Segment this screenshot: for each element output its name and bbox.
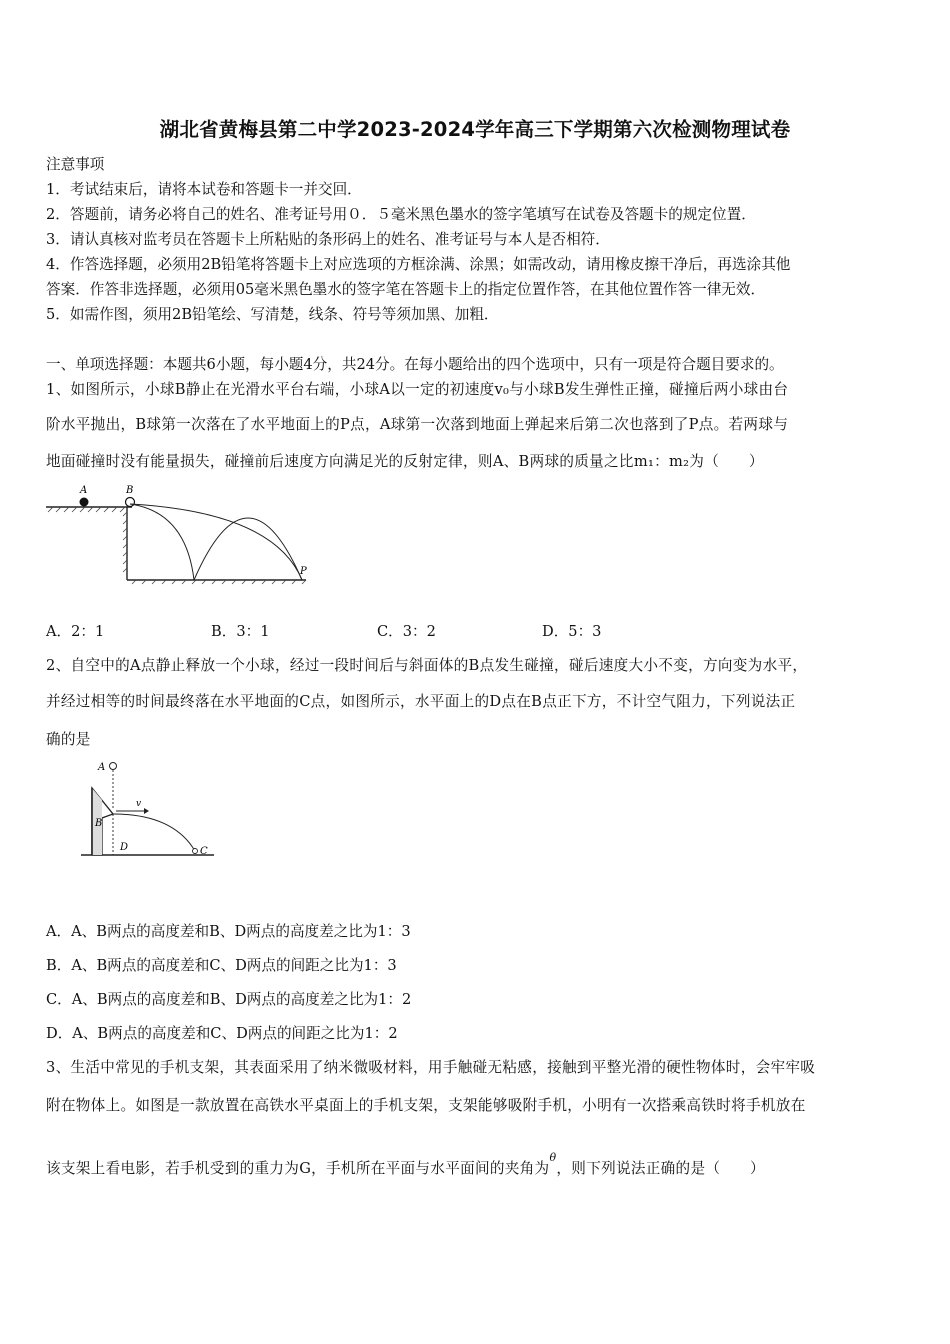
notice-item-5: 5．如需作图，须用2B铅笔绘、写清楚，线条、符号等须加黑、加粗． [46,306,499,323]
q2-label-a: A [98,762,106,773]
q1-line-1: 1、如图所示，小球B静止在光滑水平台右端，小球A以一定的初速度v₀与小球B发生弹性正撞，碰撞后两小球由台 [46,381,789,398]
q2-line-2: 并经过相等的时间最终落在水平地面的C点，如图所示，水平面上的D点在B点正下方，不计空气阻力，下列说法正 [46,693,796,710]
notice-item-2: 2．答题前，请务必将自己的姓名、准考证号用０．５毫米黑色墨水的签字笔填写在试卷及答题卡的规定位置． [46,206,756,223]
q2-line-1: 2、自空中的A点静止释放一个小球，经过一段时间后与斜面体的B点发生碰撞，碰后速度大小不变，方向变为水平， [46,657,808,674]
page-title: 湖北省黄梅县第二中学2023-2024学年高三下学期第六次检测物理试卷 [159,118,791,141]
q3-line-3 [46,1151,765,1178]
q2-option-d: D．A、B两点的高度差和C、D两点的间距之比为1：2 [46,1025,398,1042]
q2-option-b: B．A、B两点的高度差和C、D两点的间距之比为1：3 [46,957,397,974]
q1-figure [44,482,320,592]
q2-label-b: B [95,818,103,829]
q1-line-2: 阶水平抛出，B球第一次落在了水平地面上的P点，A球第一次落到地面上弹起来后第二次也落到了P点。若两球与 [46,416,789,433]
q2-label-v: v [136,799,142,809]
q2-label-d: D [120,842,129,853]
ball-a [80,498,89,507]
q3-line-2: 附在物体上。如图是一款放置在高铁水平桌面上的手机支架，支架能够吸附手机，小明有一次搭乘高铁时将手机放在 [46,1097,806,1114]
q3-line-1: 3、生活中常见的手机支架，其表面采用了纳米微吸材料，用手触碰无粘感，接触到平整光滑的硬性物体时，会牢牢吸 [46,1059,816,1076]
q1-option-b: B．3：1 [211,623,270,640]
notice-item-4: 4．作答选择题，必须用2B铅笔将答题卡上对应选项的方框涂满、涂黑；如需改动，请用橡皮擦干净后，再选涂其他 [46,256,791,273]
q1-option-a: A．2：1 [46,623,105,640]
q1-option-d: D．5：3 [542,623,602,640]
notice-item-1: 1．考试结束后，请将本试卷和答题卡一并交回． [46,181,362,198]
q1-label-p: P [300,566,307,577]
q3-line-3-end: ，则下列说法正确的是（ ） [556,1160,765,1177]
q2-option-c: C．A、B两点的高度差和B、D两点的高度差之比为1：2 [46,991,412,1008]
notice-item-3: 3．请认真核对监考员在答题卡上所粘贴的条形码上的姓名、准考证号与本人是否相符． [46,231,610,248]
ball-at-a [110,763,117,770]
q3-line-3-text: 该支架上看电影，若手机受到的重力为G，手机所在平面与水平面间的夹角为 [46,1160,550,1177]
q1-label-b: B [126,485,134,496]
notice-heading: 注意事项 [46,156,105,173]
theta-symbol: θ [549,1151,557,1164]
q1-label-a: A [80,485,88,496]
q1-line-3: 地面碰撞时没有能量损失，碰撞前后速度方向满足光的反射定律，则A、B两球的质量之比m₁：m₂为（ ） [46,453,764,470]
q2-label-c: C [200,846,208,857]
q2-option-a: A．A、B两点的高度差和B、D两点的高度差之比为1：3 [46,923,411,940]
q1-option-c: C．3：2 [377,623,436,640]
q2-figure [78,758,218,878]
section-heading: 一、单项选择题：本题共6小题，每小题4分，共24分。在每小题给出的四个选项中，只有一项是符合题目要求的。 [46,356,784,373]
q2-line-3: 确的是 [46,731,91,748]
notice-item-4-cont: 答案．作答非选择题，必须用05毫米黑色墨水的签字笔在答题卡上的指定位置作答，在其他位置作答一律无效． [46,281,766,298]
ball-b [126,498,135,507]
